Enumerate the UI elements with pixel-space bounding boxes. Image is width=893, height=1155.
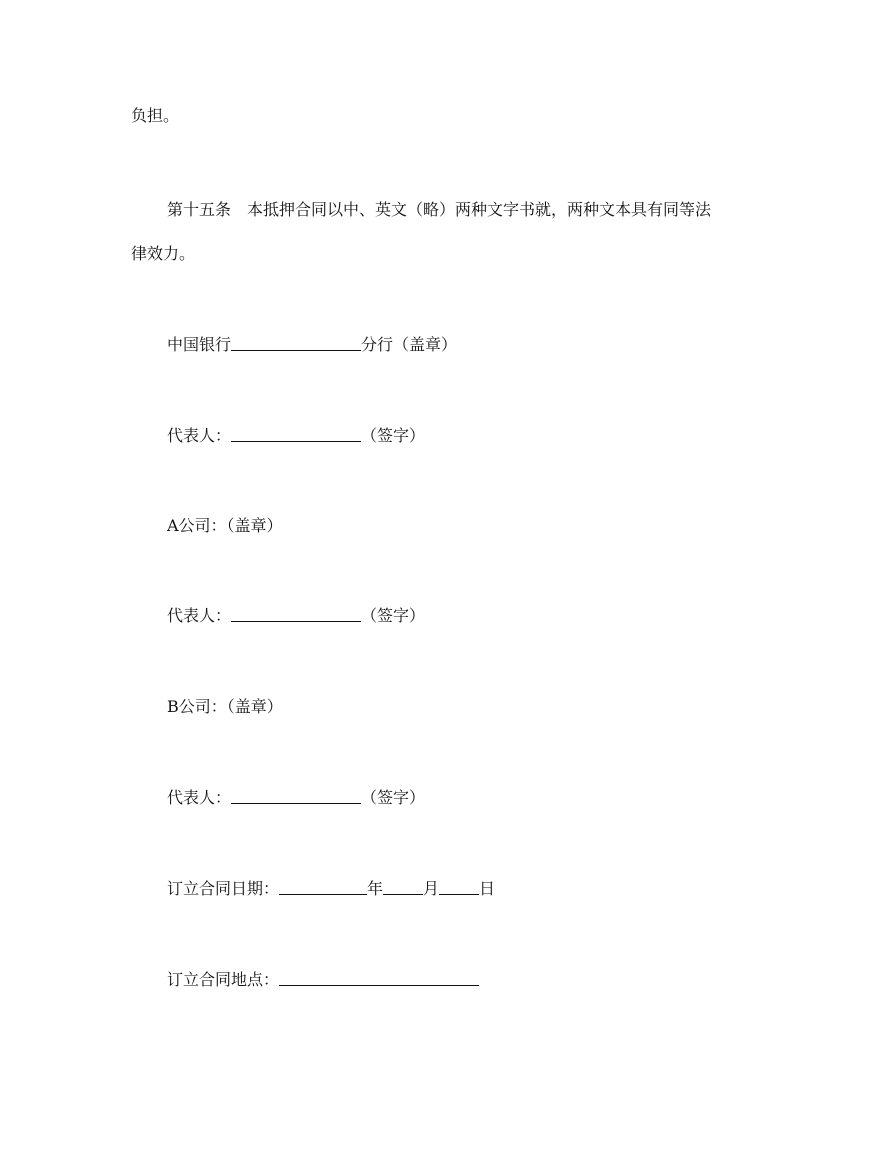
- representative-line-a: [167, 605, 425, 627]
- representative-line-bank: [167, 425, 425, 447]
- text: 律效力。: [131, 244, 196, 263]
- day-label: 日: [479, 879, 496, 898]
- rep-signature-blank[interactable]: [231, 425, 361, 442]
- company-b-line: [167, 696, 283, 718]
- text: 负担。: [131, 106, 180, 125]
- day-blank[interactable]: [439, 878, 479, 895]
- company-b-label: B公司：（盖章）: [167, 697, 283, 716]
- bank-branch-blank[interactable]: [231, 334, 361, 351]
- representative-line-b: [167, 787, 425, 809]
- company-a-label: A公司：（盖章）: [167, 516, 283, 535]
- rep-label: 代表人：: [167, 788, 232, 807]
- rep-signature-blank[interactable]: [231, 787, 361, 804]
- date-label: 订立合同日期：: [167, 879, 280, 898]
- year-blank[interactable]: [279, 878, 367, 895]
- rep-label: 代表人：: [167, 426, 232, 445]
- month-label: 月: [423, 879, 440, 898]
- contract-place-line: [167, 969, 479, 991]
- text-line: [131, 105, 179, 127]
- year-label: 年: [367, 879, 384, 898]
- company-a-line: [167, 515, 283, 537]
- place-blank[interactable]: [279, 969, 479, 986]
- rep-label: 代表人：: [167, 606, 232, 625]
- text-line: [131, 243, 195, 265]
- place-label: 订立合同地点：: [167, 970, 280, 989]
- sign-note: （签字）: [361, 426, 426, 445]
- contract-date-line: [167, 878, 495, 900]
- article-text: 本抵押合同以中、英文（略）两种文字书就，两种文本具有同等法: [247, 200, 712, 219]
- bank-signature-line: [167, 334, 457, 356]
- bank-prefix: 中国银行: [167, 335, 232, 354]
- bank-suffix: 分行（盖章）: [361, 335, 458, 354]
- article-number: 第十五条: [167, 200, 232, 219]
- article-15-line: [167, 199, 711, 221]
- sign-note: （签字）: [361, 788, 426, 807]
- sign-note: （签字）: [361, 606, 426, 625]
- rep-signature-blank[interactable]: [231, 605, 361, 622]
- month-blank[interactable]: [383, 878, 423, 895]
